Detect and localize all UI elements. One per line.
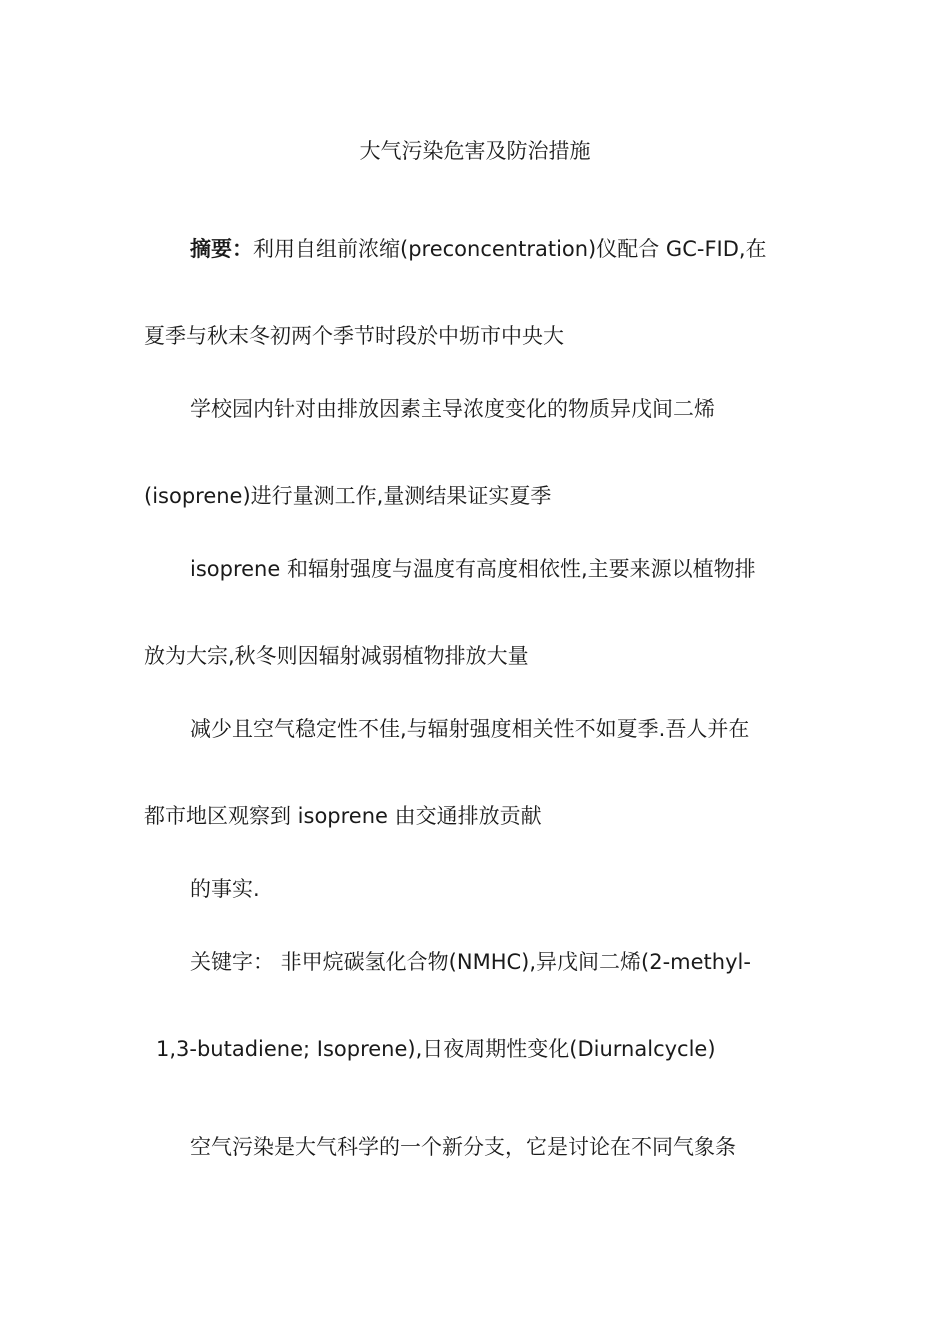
abstract-line-6: 放为大宗,秋冬则因辐射减弱植物排放大量 [144, 644, 529, 668]
abstract-line-4: (isoprene)进行量测工作,量测结果证实夏季 [144, 484, 552, 508]
abstract-line-3: 学校园内针对由排放因素主导浓度变化的物质异戊间二烯 [190, 397, 715, 421]
abstract-first-line [190, 234, 767, 264]
keywords-line-2: 1,3-butadiene; Isoprene),日夜周期性变化(Diurnalcycle) [156, 1037, 716, 1061]
abstract-line-9: 的事实. [190, 877, 260, 901]
abstract-line-2: 夏季与秋末冬初两个季节时段於中坜市中央大 [144, 324, 564, 348]
abstract-line-5: isoprene 和辐射强度与温度有高度相依性,主要来源以植物排 [190, 557, 756, 581]
keywords-line-1: 关键字： 非甲烷碳氢化合物(NMHC),异戊间二烯(2-methyl- [190, 950, 751, 974]
abstract-line-7: 减少且空气稳定性不佳,与辐射强度相关性不如夏季.吾人并在 [190, 717, 750, 741]
body-line-1: 空气污染是大气科学的一个新分支，它是讨论在不同气象条 [190, 1135, 736, 1159]
document-title: 大气污染危害及防治措施 [359, 139, 591, 163]
abstract-label: 摘要： [190, 237, 253, 261]
abstract-text: 利用自组前浓缩(preconcentration)仪配合 GC-FID,在 [253, 237, 767, 261]
abstract-line-8: 都市地区观察到 isoprene 由交通排放贡献 [144, 804, 542, 828]
